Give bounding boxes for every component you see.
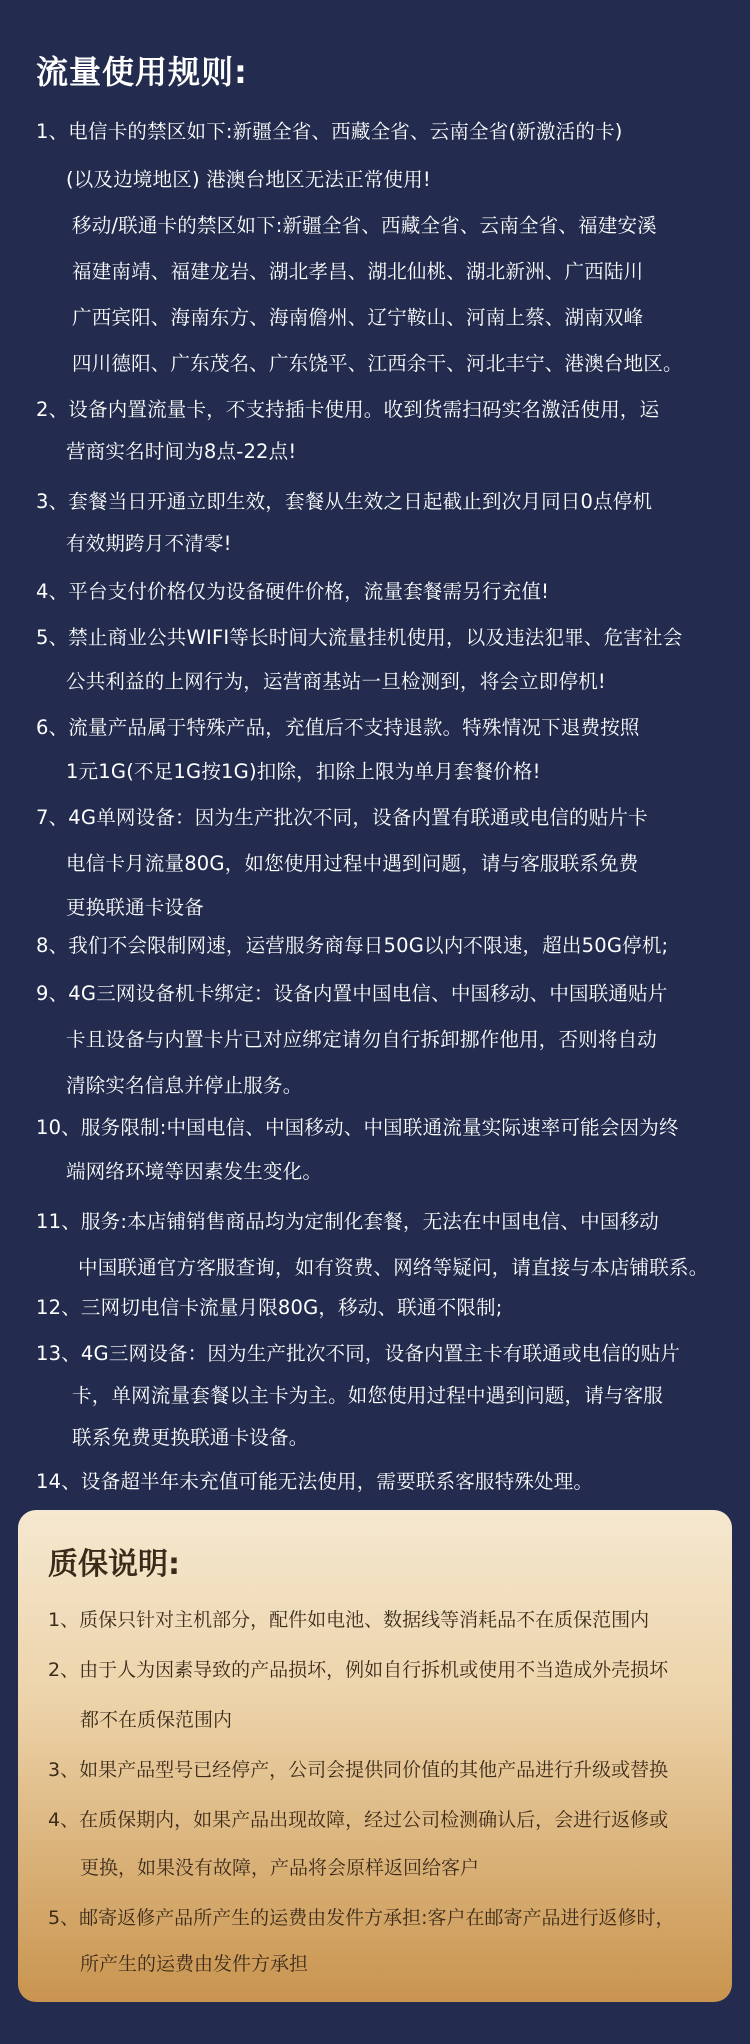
rule-11-line-1: 11、服务:本店铺销售商品均为定制化套餐，无法在中国电信、中国移动 (36, 1210, 659, 1233)
rule-11-line-2: 中国联通官方客服查询，如有资费、网络等疑问，请直接与本店铺联系。 (78, 1256, 709, 1279)
rule-9-line-1: 9、4G三网设备机卡绑定：设备内置中国电信、中国移动、中国联通贴片 (36, 982, 668, 1005)
rule-1-line-2: (以及边境地区) 港澳台地区无法正常使用! (66, 168, 431, 191)
rule-4-line-1: 4、平台支付价格仅为设备硬件价格，流量套餐需另行充值! (36, 580, 550, 603)
rule-3-line-1: 3、套餐当日开通立即生效，套餐从生效之日起截止到次月同日0点停机 (36, 490, 653, 513)
rule-7-line-1: 7、4G单网设备：因为生产批次不同，设备内置有联通或电信的贴片卡 (36, 806, 648, 829)
warranty-item-2-line-1: 2、由于人为因素导致的产品损坏，例如自行拆机或使用不当造成外壳损坏 (48, 1659, 669, 1681)
rule-6-line-1: 6、流量产品属于特殊产品，充值后不支持退款。特殊情况下退费按照 (36, 716, 640, 739)
rule-10-line-2: 端网络环境等因素发生变化。 (66, 1160, 323, 1183)
rule-1-line-6: 四川德阳、广东茂名、广东饶平、江西余干、河北丰宁、港澳台地区。 (72, 352, 683, 375)
warranty-item-2-line-2: 都不在质保范围内 (80, 1709, 233, 1731)
warranty-item-5-line-1: 5、邮寄返修产品所产生的运费由发件方承担:客户在邮寄产品进行返修时， (48, 1907, 675, 1929)
warranty-item-1-line-1: 1、质保只针对主机部分，配件如电池、数据线等消耗品不在质保范围内 (48, 1609, 650, 1631)
rule-14-line-1: 14、设备超半年未充值可能无法使用，需要联系客服特殊处理。 (36, 1470, 594, 1493)
rule-1-line-5: 广西宾阳、海南东方、海南儋州、辽宁鞍山、河南上蔡、湖南双峰 (72, 306, 644, 329)
rule-12-line-1: 12、三网切电信卡流量月限80G，移动、联通不限制; (36, 1296, 503, 1319)
rule-6-line-2: 1元1G(不足1G按1G)扣除，扣除上限为单月套餐价格! (66, 760, 541, 783)
warranty-item-4-line-1: 4、在质保期内，如果产品出现故障，经过公司检测确认后，会进行返修或 (48, 1809, 669, 1831)
rule-7-line-2: 电信卡月流量80G，如您使用过程中遇到问题，请与客服联系免费 (66, 852, 639, 875)
rule-1-line-4: 福建南靖、福建龙岩、湖北孝昌、湖北仙桃、湖北新洲、广西陆川 (72, 260, 644, 283)
rule-7-line-3: 更换联通卡设备 (66, 896, 204, 919)
rule-13-line-1: 13、4G三网设备：因为生产批次不同，设备内置主卡有联通或电信的贴片 (36, 1342, 681, 1365)
warranty-item-5-line-2: 所产生的运费由发件方承担 (80, 1953, 309, 1975)
usage-rules-title: 流量使用规则: (36, 53, 248, 91)
warranty-item-3-line-1: 3、如果产品型号已经停产，公司会提供同价值的其他产品进行升级或替换 (48, 1759, 669, 1781)
warranty-title: 质保说明: (48, 1547, 180, 1582)
warranty-item-4-line-2: 更换，如果没有故障，产品将会原样返回给客户 (80, 1857, 480, 1879)
rule-5-line-2: 公共利益的上网行为，运营商基站一旦检测到，将会立即停机! (66, 670, 606, 693)
rule-13-line-3: 联系免费更换联通卡设备。 (72, 1426, 309, 1449)
rule-5-line-1: 5、禁止商业公共WIFI等长时间大流量挂机使用，以及违法犯罪、危害社会 (36, 626, 683, 649)
rule-1-line-1: 1、电信卡的禁区如下:新疆全省、西藏全省、云南全省(新激活的卡) (36, 120, 623, 143)
rule-1-line-3: 移动/联通卡的禁区如下:新疆全省、西藏全省、云南全省、福建安溪 (72, 214, 657, 237)
rule-3-line-2: 有效期跨月不清零! (66, 532, 232, 555)
rule-8-line-1: 8、我们不会限制网速，运营服务商每日50G以内不限速，超出50G停机; (36, 934, 669, 957)
warranty-card (18, 1510, 732, 2002)
rule-9-line-2: 卡且设备与内置卡片已对应绑定请勿自行拆卸挪作他用，否则将自动 (66, 1028, 658, 1051)
rule-2-line-2: 营商实名时间为8点-22点! (66, 440, 297, 463)
rule-2-line-1: 2、设备内置流量卡，不支持插卡使用。收到货需扫码实名激活使用，运 (36, 398, 660, 421)
rule-9-line-3: 清除实名信息并停止服务。 (66, 1074, 303, 1097)
rule-10-line-1: 10、服务限制:中国电信、中国移动、中国联通流量实际速率可能会因为终 (36, 1116, 679, 1139)
rule-13-line-2: 卡，单网流量套餐以主卡为主。如您使用过程中遇到问题，请与客服 (72, 1384, 664, 1407)
